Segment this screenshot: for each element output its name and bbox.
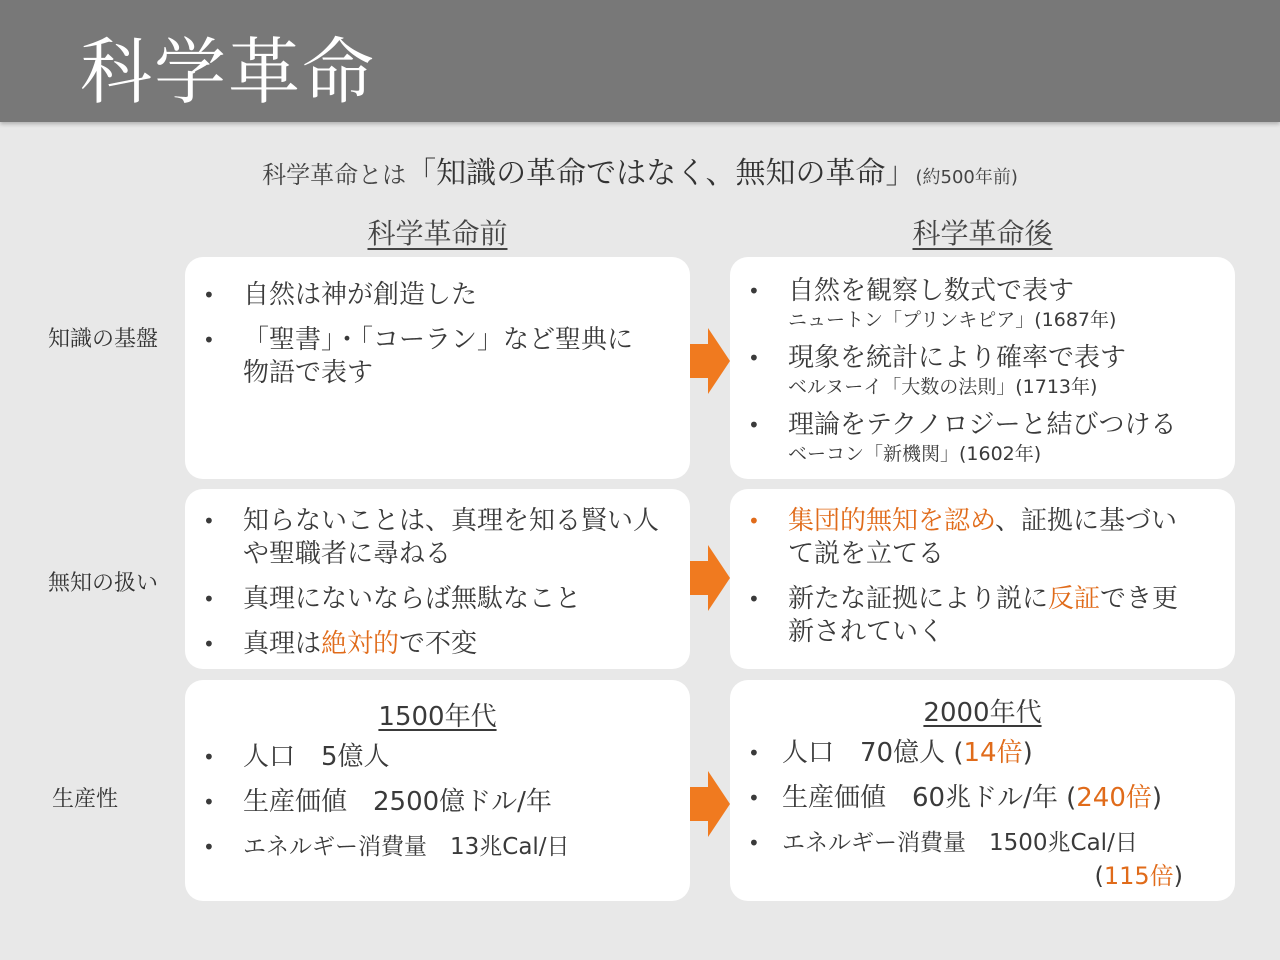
bullet-icon: •	[203, 283, 215, 307]
bullet-icon: •	[203, 587, 215, 611]
highlight-refutation: 反証	[1048, 584, 1101, 614]
title-bar	[0, 0, 1280, 122]
bullet-icon: •	[203, 328, 215, 352]
subtitle-prefix: 科学革命とは	[262, 161, 407, 189]
citation: ベーコン「新機関」(1602年)	[788, 443, 1042, 465]
list-item: • 真理は絶対的で不変	[203, 629, 478, 659]
bullet-icon: •	[748, 741, 760, 765]
row-label-knowledge: 知識の基盤	[48, 327, 159, 352]
list-item: • 自然は神が創造した	[203, 280, 478, 310]
multiplier: 115倍	[1103, 862, 1174, 890]
list-item: • 生産価値 2500億ドル/年	[203, 787, 552, 817]
page-title: 科学革命	[80, 30, 377, 114]
list-item: • 人口 70億人 (14倍)	[748, 738, 1033, 768]
row-label-ignorance: 無知の扱い	[48, 571, 159, 596]
subtitle-main: 「知識の革命ではなく、無知の革命」	[406, 156, 916, 191]
multiplier-line: (115倍)	[1094, 862, 1183, 890]
list-item: • 知らないことは、真理を知る賢い人や聖職者に尋ねる	[203, 506, 660, 569]
era-title: 2000年代	[923, 698, 1042, 728]
column-heading-after: 科学革命後	[912, 217, 1053, 250]
bullet-icon: •	[203, 790, 215, 814]
productivity-before-panel	[185, 680, 690, 901]
bullet-icon: •	[748, 346, 760, 370]
bullet-icon: •	[748, 413, 760, 437]
bullet-icon: •	[203, 835, 215, 859]
column-heading-before: 科学革命前	[367, 217, 508, 250]
knowledge-before-panel	[185, 257, 690, 479]
list-item: • 生産価値 60兆ドル/年 (240倍)	[748, 783, 1163, 813]
ignorance-after-panel	[730, 489, 1235, 669]
row-label-productivity: 生産性	[52, 787, 119, 812]
list-item: • エネルギー消費量 1500兆Cal/日 (115倍)	[730, 827, 1235, 893]
bullet-icon: •	[203, 745, 215, 769]
bullet-icon: •	[748, 509, 760, 533]
multiplier: 14倍	[963, 738, 1023, 768]
list-item: • 集団的無知を認め、証拠に基づいて説を立てる	[748, 506, 1177, 569]
citation: ニュートン「プリンキピア」(1687年)	[788, 309, 1117, 331]
list-item: • 理論をテクノロジーと結びつける ベーコン「新機関」(1602年)	[730, 409, 1235, 466]
bullet-icon: •	[748, 587, 760, 611]
citation: ベルヌーイ「大数の法則」(1713年)	[788, 376, 1098, 398]
knowledge-after-panel	[730, 257, 1235, 479]
list-item: • 真理にないならば無駄なこと	[203, 584, 582, 614]
productivity-after-panel	[730, 680, 1235, 901]
subtitle	[0, 148, 1280, 192]
bullet-icon: •	[748, 786, 760, 810]
era-title: 1500年代	[378, 702, 497, 732]
bullet-icon: •	[203, 509, 215, 533]
list-item: • 新たな証拠により説に反証でき更新されていく	[748, 584, 1179, 647]
list-item: • 「聖書」・「コーラン」など聖典に物語で表す	[203, 325, 634, 388]
list-item: • 現象を統計により確率で表す ベルヌーイ「大数の法則」(1713年)	[730, 342, 1235, 399]
highlight-collective-ignorance: 集団的無知を認め	[788, 506, 995, 536]
ignorance-before-panel	[185, 489, 690, 669]
highlight-absolute: 絶対的	[321, 629, 400, 659]
list-item: • エネルギー消費量 13兆Cal/日	[185, 831, 690, 864]
bullet-icon: •	[203, 632, 215, 656]
list-item: • 自然を観察し数式で表す ニュートン「プリンキピア」(1687年)	[730, 275, 1235, 332]
bullet-icon: •	[748, 831, 760, 855]
subtitle-note: (約500年前)	[915, 167, 1018, 188]
multiplier: 240倍	[1076, 783, 1152, 813]
list-item: • 人口 5億人	[203, 742, 390, 772]
bullet-icon: •	[748, 279, 760, 303]
